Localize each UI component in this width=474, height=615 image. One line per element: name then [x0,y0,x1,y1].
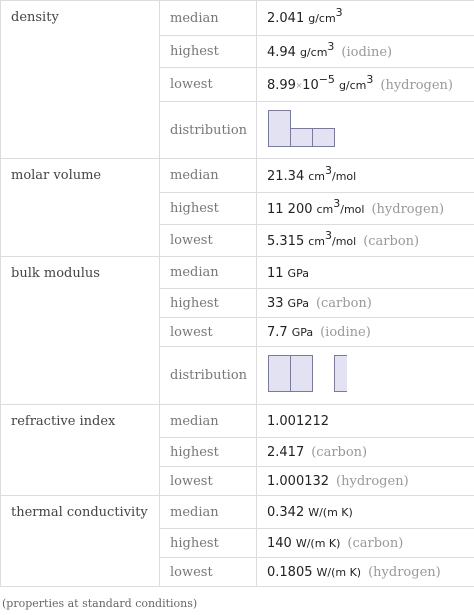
density-lowest-value: $8.99\times 10^{-5}$ $g/cm^3$ (hydrogen) [257,68,474,102]
density-histogram-bar [313,128,335,146]
bulk-modulus-median-row [1,257,474,289]
density-distribution-cell [257,102,474,159]
stat-label: median [160,496,257,529]
refractive-index-label: refractive index [1,405,160,496]
refractive-index-lowest-value: 1.000132 (hydrogen) [257,467,474,496]
bulk-modulus-histogram-bar [291,356,313,392]
stat-label: median [160,159,257,193]
molar-volume-label: molar volume [1,159,160,257]
molar-volume-median-row [1,159,474,193]
bulk-modulus-histogram [267,353,347,393]
stat-label: lowest [160,558,257,587]
refractive-index-highest-value: 2.417 (carbon) [257,438,474,467]
bulk-modulus-lowest-value: 7.7 GPa (iodine) [257,318,474,347]
footer-note: (properties at standard conditions) [2,597,198,610]
density-histogram-bar [269,110,291,146]
stat-label: median [160,405,257,438]
stat-label: highest [160,36,257,68]
stat-label: lowest [160,68,257,102]
stat-label: lowest [160,225,257,257]
bulk-modulus-histogram-bar [269,356,291,392]
thermal-conductivity-label: thermal conductivity [1,496,160,587]
molar-volume-median-value: 21.34 $cm^3$/mol [257,159,474,193]
density-histogram-bar [291,128,313,146]
thermal-conductivity-highest-value: 140 W/(m K) (carbon) [257,529,474,558]
stat-label: median [160,1,257,36]
stat-label: highest [160,193,257,225]
thermal-conductivity-lowest-value: 0.1805 W/(m K) (hydrogen) [257,558,474,587]
refractive-index-median-value: 1.001212 [257,405,474,438]
density-highest-value: 4.94 $g/cm^3$ (iodine) [257,36,474,68]
stat-label: highest [160,289,257,318]
stat-label: distribution [160,347,257,405]
stat-label: highest [160,529,257,558]
bulk-modulus-highest-value: 33 GPa (carbon) [257,289,474,318]
thermal-conductivity-median-value: 0.342 W/(m K) [257,496,474,529]
bulk-modulus-distribution-cell [257,347,474,405]
molar-volume-lowest-value: 5.315 $cm^3$/mol (carbon) [257,225,474,257]
density-median-row [1,1,474,36]
stat-label: median [160,257,257,289]
stat-label: lowest [160,467,257,496]
bulk-modulus-histogram-bar [335,356,348,392]
bulk-modulus-label: bulk modulus [1,257,160,405]
stat-label: highest [160,438,257,467]
density-label: density [1,1,160,159]
density-histogram [267,108,347,148]
refractive-index-median-row [1,405,474,438]
molar-volume-highest-value: 11 200 $cm^3$/mol (hydrogen) [257,193,474,225]
density-median-value: 2.041 $g/cm^3$ [257,1,474,36]
stat-label: distribution [160,102,257,159]
stat-label: lowest [160,318,257,347]
thermal-conductivity-median-row [1,496,474,529]
bulk-modulus-median-value: 11 GPa [257,257,474,289]
